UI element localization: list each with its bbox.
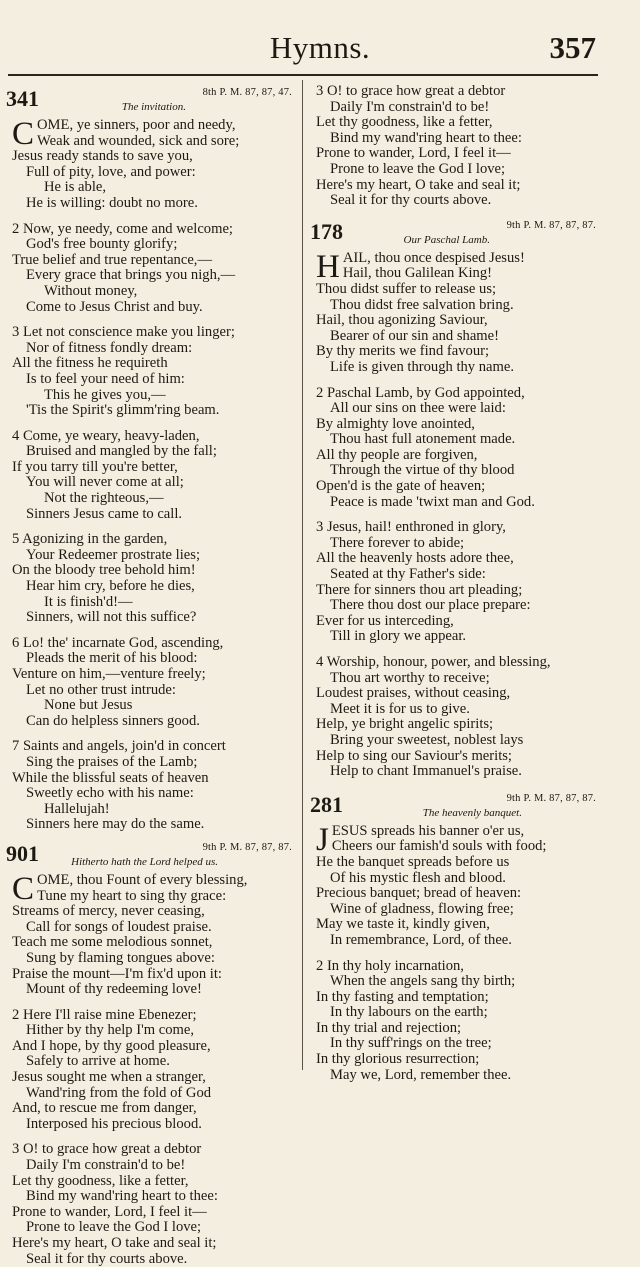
verse-line: May we taste it, kindly given,: [316, 916, 490, 933]
verse-line: If you tarry till you're better,: [12, 458, 178, 475]
verse-line: Let no other trust intrude:: [26, 681, 176, 698]
verse-line: All the heavenly hosts adore thee,: [316, 550, 514, 567]
verse-line: Hail, thou Galilean King!: [342, 265, 492, 282]
hymn-header: [310, 790, 600, 824]
stanza: [6, 532, 296, 626]
verse-line: Let thy goodness, like a fetter,: [12, 1172, 189, 1189]
verse-line: You will never come at all;: [26, 474, 184, 491]
verse-line: Through the virtue of thy blood: [330, 462, 515, 479]
verse-line: Bring your sweetest, noblest lays: [330, 731, 524, 748]
verse-line: Prone to leave the God I love;: [26, 1219, 202, 1236]
hymn-901-continued: [310, 84, 600, 209]
verse-line: And, to rescue me from danger,: [12, 1100, 197, 1117]
verse-line: Bind my wand'ring heart to thee:: [330, 129, 522, 146]
drop-cap: J: [316, 821, 329, 858]
hymn-meter: 8th P. M. 87, 87, 47.: [202, 87, 292, 98]
verse-line: 7 Saints and angels, join'd in concert: [12, 738, 226, 755]
verse-line: 4 Come, ye weary, heavy-laden,: [12, 427, 200, 444]
verse-line: Without money,: [44, 282, 138, 299]
verse-line: By almighty love anointed,: [316, 415, 475, 432]
hymn-title: Hitherto hath the Lord helped us.: [71, 855, 218, 868]
stanza: [6, 1142, 296, 1267]
hymn-title: The heavenly banquet.: [422, 806, 522, 819]
hymn-901: [6, 839, 296, 1267]
verse-line: Call for songs of loudest praise.: [26, 918, 212, 935]
right-column: [310, 84, 600, 1083]
verse-line: Sweetly echo with his name:: [26, 785, 194, 802]
stanza: [6, 325, 296, 419]
verse-line: Daily I'm constrain'd to be!: [330, 98, 490, 115]
verse-line: Pleads the merit of his blood:: [26, 650, 198, 667]
verse-line: He the banquet spreads before us: [316, 853, 510, 870]
verse-line: It is finish'd!—: [44, 593, 133, 610]
verse-line: Cheers our famish'd souls with food;: [331, 838, 547, 855]
verse-line: May we, Lord, remember thee.: [330, 1066, 512, 1083]
verse-line: 2 Now, ye needy, come and welcome;: [12, 220, 233, 237]
verse-line: When the angels sang thy birth;: [330, 973, 516, 990]
verse-line: Peace is made 'twixt man and God.: [330, 493, 535, 510]
verse-line: Sinners here may do the same.: [26, 816, 205, 833]
verse-line: 3 O! to grace how great a debtor: [12, 1141, 202, 1158]
hymn-header: [310, 217, 600, 251]
verse-line: 3 Let not conscience make you linger;: [12, 324, 235, 341]
verse-line: Wine of gladness, flowing free;: [330, 900, 514, 917]
header-rule: [8, 74, 598, 76]
verse-line: All thy people are forgiven,: [316, 446, 478, 463]
stanza: [6, 636, 296, 730]
verse-line: In thy fasting and temptation;: [316, 988, 489, 1005]
verse-line: Thou didst suffer to release us;: [316, 280, 497, 297]
verse-line: 5 Agonizing in the garden,: [12, 531, 168, 548]
verse-line: Hither by thy help I'm come,: [26, 1022, 194, 1039]
hymn-number: 281: [310, 791, 343, 817]
page-number: 357: [549, 30, 596, 65]
verse-line: There forever to abide;: [330, 534, 465, 551]
verse-line: 2 Here I'll raise mine Ebenezer;: [12, 1006, 197, 1023]
stanza: [310, 959, 600, 1084]
hymn-meter: 9th P. M. 87, 87, 87.: [506, 792, 596, 804]
verse-line: Daily I'm constrain'd to be!: [26, 1157, 186, 1174]
stanza: [310, 520, 600, 645]
verse-line: Seal it for thy courts above.: [26, 1250, 188, 1267]
verse-line: Bind my wand'ring heart to thee:: [26, 1188, 218, 1205]
verse-line: Thou hast full atonement made.: [330, 431, 516, 448]
verse-line: Sung by flaming tongues above:: [26, 949, 215, 966]
hymn-281: [310, 790, 600, 1084]
verse-line: Precious banquet; bread of heaven:: [316, 885, 522, 902]
hymn-number: 341: [6, 86, 39, 111]
verse-line: AIL, thou once despised Jesus!: [342, 249, 525, 266]
verse-line: OME, thou Fount of every blessing,: [37, 871, 248, 888]
verse-line: Here's my heart, O take and seal it;: [316, 176, 521, 193]
stanza: [6, 118, 296, 212]
verse-line: Nor of fitness fondly dream:: [26, 339, 193, 356]
verse-line: In remembrance, Lord, of thee.: [330, 931, 512, 948]
stanza: [310, 248, 600, 376]
verse-line: He is able,: [44, 179, 107, 196]
verse-line: Bearer of our sin and shame!: [330, 327, 499, 344]
stanza: [310, 655, 600, 780]
drop-cap: H: [316, 248, 340, 285]
verse-line: There thou dost our place prepare:: [330, 597, 531, 614]
verse-line: None but Jesus: [44, 697, 133, 714]
hymn-341: [6, 84, 296, 833]
verse-line: Venture on him,—venture freely;: [12, 666, 206, 682]
verse-line: On the bloody tree behold him!: [12, 562, 196, 579]
verse-line: Weak and wounded, sick and sore;: [37, 132, 240, 149]
verse-line: In thy suff'rings on the tree;: [330, 1035, 492, 1052]
hymn-header: [6, 839, 296, 873]
verse-line: 4 Worship, honour, power, and blessing,: [316, 654, 551, 670]
verse-line: Thou art worthy to receive;: [330, 669, 490, 686]
verse-line: Till in glory we appear.: [330, 628, 467, 645]
stanza: [6, 870, 296, 998]
drop-cap: C: [12, 870, 35, 907]
stanza: [6, 739, 296, 833]
stanza: [6, 1008, 296, 1133]
verse-line: Sinners Jesus came to call.: [26, 505, 183, 522]
verse-line: Ever for us interceding,: [316, 612, 454, 629]
verse-line: Of his mystic flesh and blood.: [330, 869, 506, 886]
verse-line: Jesus ready stands to save you,: [12, 148, 193, 165]
verse-line: Help to chant Immanuel's praise.: [330, 763, 522, 780]
hymn-header: [6, 84, 296, 118]
verse-line: Prone to wander, Lord, I feel it—: [316, 145, 511, 162]
verse-line: Wand'ring from the fold of God: [26, 1084, 212, 1101]
stanza: [310, 386, 600, 511]
hymn-title: The invitation.: [121, 101, 186, 113]
verse-line: Thou didst free salvation bring.: [330, 296, 514, 313]
verse-line: 'Tis the Spirit's glimm'ring beam.: [26, 402, 220, 419]
hymn-title: Our Paschal Lamb.: [403, 233, 490, 246]
verse-line: Help, ye bright angelic spirits;: [316, 716, 494, 733]
verse-line: He is willing: doubt no more.: [26, 194, 198, 211]
verse-line: Streams of mercy, never ceasing,: [12, 903, 205, 920]
verse-line: Here's my heart, O take and seal it;: [12, 1235, 217, 1251]
verse-line: True belief and true repentance,—: [12, 251, 213, 268]
verse-line: 3 Jesus, hail! enthroned in glory,: [316, 519, 506, 536]
verse-line: Is to feel your need of him:: [26, 370, 185, 387]
verse-line: Prone to leave the God I love;: [330, 160, 506, 177]
stanza: [6, 222, 296, 316]
verse-line: In thy glorious resurrection;: [316, 1051, 480, 1068]
verse-line: 2 In thy holy incarnation,: [316, 957, 464, 974]
verse-line: Your Redeemer prostrate lies;: [26, 546, 201, 563]
verse-line: Hail, thou agonizing Saviour,: [316, 312, 488, 329]
verse-line: 6 Lo! the' incarnate God, ascending,: [12, 634, 224, 651]
verse-line: All our sins on thee were laid:: [330, 400, 506, 417]
hymn-meter: 9th P. M. 87, 87, 87.: [506, 219, 596, 231]
hymn-number: 901: [6, 840, 39, 866]
verse-line: Not the righteous,—: [44, 490, 164, 507]
verse-line: OME, ye sinners, poor and needy,: [37, 117, 236, 133]
drop-cap: C: [12, 116, 35, 152]
verse-line: Loudest praises, without ceasing,: [316, 685, 511, 702]
page-header: [0, 30, 640, 70]
verse-line: And I hope, by thy good pleasure,: [12, 1037, 211, 1054]
verse-line: Praise the mount—I'm fix'd upon it:: [12, 965, 222, 982]
verse-line: Hear him cry, before he dies,: [26, 578, 195, 595]
stanza: [310, 84, 600, 209]
verse-line: All the fitness he requireth: [12, 355, 168, 372]
verse-line: Come to Jesus Christ and buy.: [26, 298, 203, 315]
verse-line: Every grace that brings you nigh,—: [26, 267, 236, 284]
verse-line: God's free bounty glorify;: [26, 236, 178, 253]
verse-line: Hallelujah!: [44, 800, 110, 817]
verse-line: Bruised and mangled by the fall;: [26, 443, 217, 460]
verse-line: Open'd is the gate of heaven;: [316, 478, 486, 495]
verse-line: While the blissful seats of heaven: [12, 769, 209, 786]
verse-line: Sing the praises of the Lamb;: [26, 753, 198, 770]
verse-line: Sinners, will not this suffice?: [26, 609, 197, 626]
verse-line: There for sinners thou art pleading;: [316, 581, 523, 598]
hymn-number: 178: [310, 218, 343, 244]
verse-line: In thy labours on the earth;: [330, 1004, 488, 1021]
verse-line: Life is given through thy name.: [330, 358, 515, 375]
verse-line: 3 O! to grace how great a debtor: [316, 83, 506, 99]
verse-line: Safely to arrive at home.: [26, 1053, 170, 1070]
verse-line: 2 Paschal Lamb, by God appointed,: [316, 384, 525, 401]
running-title: Hymns.: [269, 30, 371, 65]
verse-line: Teach me some melodious sonnet,: [12, 934, 213, 951]
verse-line: ESUS spreads his banner o'er us,: [331, 822, 525, 839]
verse-line: In thy trial and rejection;: [316, 1019, 462, 1036]
verse-line: Seated at thy Father's side:: [330, 566, 486, 583]
verse-line: Mount of thy redeeming love!: [26, 981, 202, 998]
hymn-178: [310, 217, 600, 780]
verse-line: Meet it is for us to give.: [330, 700, 470, 717]
verse-line: Can do helpless sinners good.: [26, 712, 200, 729]
verse-line: Full of pity, love, and power:: [26, 163, 196, 180]
verse-line: Tune my heart to sing thy grace:: [37, 887, 227, 904]
verse-line: Jesus sought me when a stranger,: [12, 1069, 206, 1086]
left-column: [6, 84, 296, 1267]
verse-line: Interposed his precious blood.: [26, 1115, 202, 1132]
verse-line: Seal it for thy courts above.: [330, 192, 492, 209]
verse-line: Prone to wander, Lord, I feel it—: [12, 1203, 207, 1220]
stanza: [6, 429, 296, 523]
verse-line: By thy merits we find favour;: [316, 343, 490, 360]
verse-line: Help to sing our Saviour's merits;: [316, 747, 512, 764]
hymn-meter: 9th P. M. 87, 87, 87.: [202, 841, 292, 853]
stanza: [310, 821, 600, 949]
column-divider: [302, 80, 303, 1070]
verse-line: Let thy goodness, like a fetter,: [316, 114, 493, 131]
verse-line: This he gives you,—: [44, 386, 166, 403]
